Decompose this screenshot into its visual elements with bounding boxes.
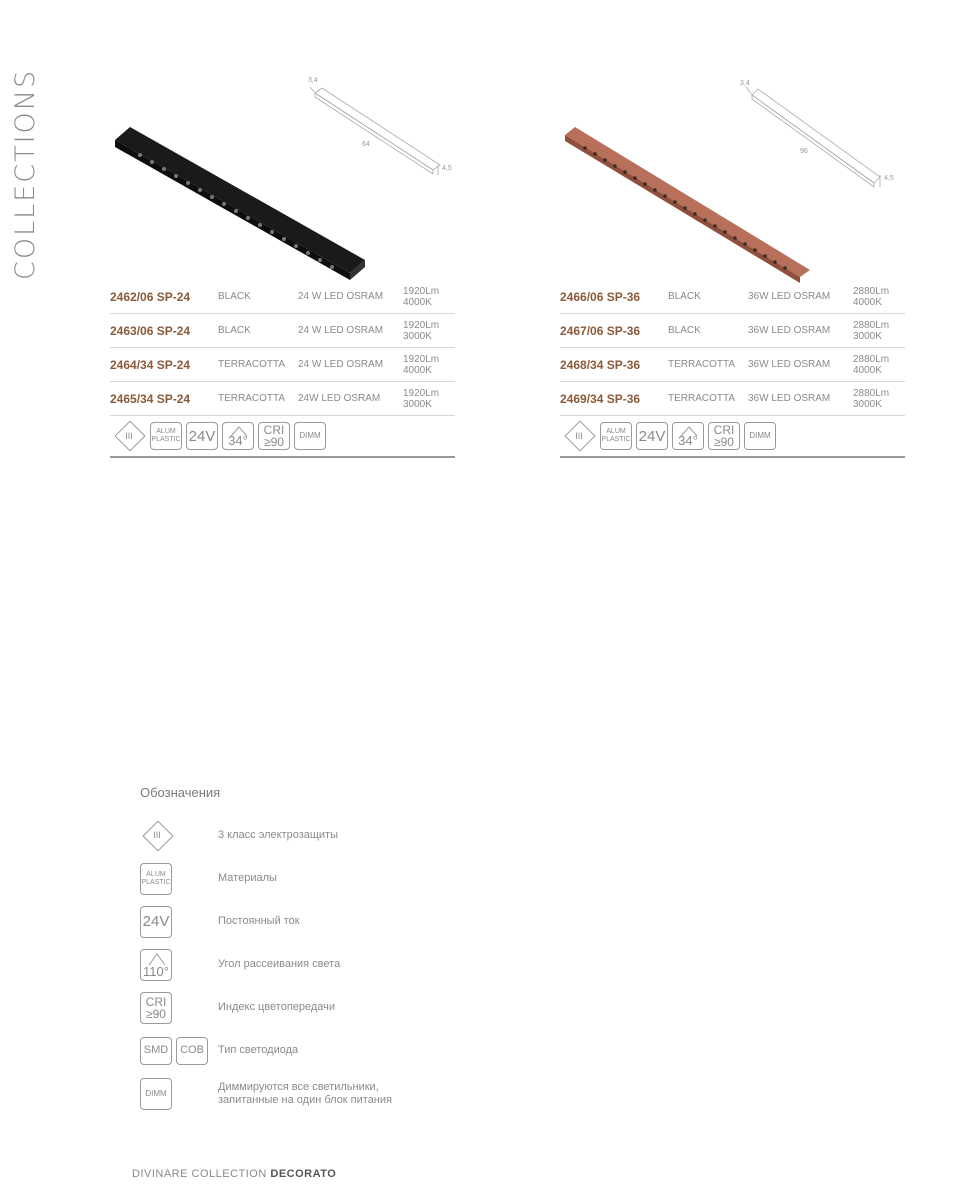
product-color: TERRACOTTA [218,382,298,416]
beam-angle-label: 110° [143,963,169,979]
legend-text [218,1081,392,1107]
product-code: 2468/34 SP-36 [560,348,668,382]
material-icon [140,863,172,895]
track-light-black-image [110,75,455,285]
side-title: COLLECTIONS [10,68,41,280]
kelvin-value: 3000K [403,330,432,342]
legend-item [140,1072,540,1115]
table-row [110,314,455,348]
product-lumen [853,314,905,348]
material-icon [600,422,632,450]
product-lamp: 36W LED OSRAM [748,314,853,348]
protection-class-label: III [153,830,161,840]
legend-text: Материалы [218,872,277,884]
dimm-icon: DIMM [294,422,326,450]
cri-value: ≥90 [264,435,284,449]
product-lumen [403,382,455,416]
legend [140,785,540,1115]
product-code: 2467/06 SP-36 [560,314,668,348]
product-color: TERRACOTTA [218,348,298,382]
legend-item [140,857,540,900]
legend-text: Индекс цветопередачи [218,1001,336,1013]
product-code: 2466/06 SP-36 [560,280,668,314]
product-color: TERRACOTTA [668,348,748,382]
lumen-value: 1920Lm [403,353,440,365]
material-label-1: ALUM [606,428,626,435]
spec-table-left [110,280,455,416]
beam-angle-label: 34° [678,433,698,448]
product-lamp: 24 W LED OSRAM [298,348,403,382]
legend-item [140,900,540,943]
material-label-2: PLASTIC [141,878,171,886]
product-lumen [403,348,455,382]
product-lamp: 24W LED OSRAM [298,382,403,416]
beam-angle-glyph-icon [679,425,699,437]
dimension-length-left: 64 [362,141,370,148]
legend-item [140,943,540,986]
beam-angle-icon [140,949,172,981]
cri-label: CRI [713,423,735,437]
lumen-value: 1920Lm [403,285,440,297]
product-color: BLACK [668,314,748,348]
product-color: TERRACOTTA [668,382,748,416]
product-lumen [853,382,905,416]
beam-angle-glyph-icon [147,952,167,966]
legend-item [140,814,540,857]
legend-text: Постоянный ток [218,915,300,927]
footer-collection: DIVINARE COLLECTION [132,1168,267,1180]
table-row [560,382,905,416]
protection-class-label: III [125,430,133,441]
table-row [560,314,905,348]
spec-icons-right [560,416,905,458]
kelvin-value: 4000K [853,296,882,308]
cri-value: ≥90 [146,1006,166,1021]
product-lumen [853,348,905,382]
product-lamp: 24 W LED OSRAM [298,314,403,348]
kelvin-value: 4000K [853,364,882,376]
dimension-length-right: 96 [800,148,808,155]
material-icon [150,422,182,450]
dimm-icon: DIMM [140,1078,172,1110]
material-label-2: PLASTIC [601,436,631,443]
protection-class-icon [112,422,146,450]
spec-table-right [560,280,905,416]
kelvin-value: 3000K [853,330,882,342]
protection-class-icon [562,422,596,450]
product-color: BLACK [668,280,748,314]
kelvin-value: 3000K [403,398,432,410]
table-row [110,382,455,416]
product-lumen [403,314,455,348]
legend-item [140,1029,540,1072]
track-light-terracotta-image [560,75,905,285]
product-lamp: 24 W LED OSRAM [298,280,403,314]
footer-brand: DECORATO [270,1168,337,1180]
kelvin-value: 4000K [403,296,432,308]
product-lamp: 36W LED OSRAM [748,382,853,416]
cri-value: ≥90 [714,435,734,449]
product-color: BLACK [218,280,298,314]
product-code: 2462/06 SP-24 [110,280,218,314]
kelvin-value: 3000K [853,398,882,410]
beam-angle-glyph-icon [229,425,249,437]
product-block-right [560,75,905,458]
product-code: 2464/34 SP-24 [110,348,218,382]
kelvin-value: 4000K [403,364,432,376]
product-lumen [403,280,455,314]
material-label-1: ALUM [156,428,176,435]
legend-text: 3 класс электрозащиты [218,829,338,841]
beam-angle-icon [672,422,704,450]
cob-icon: COB [176,1037,208,1065]
material-label-2: PLASTIC [151,436,181,443]
footer [132,1168,336,1180]
lumen-value: 2880Lm [853,387,890,399]
spec-icons-left [110,416,455,458]
product-color: BLACK [218,314,298,348]
legend-text: Угол рассеивания света [218,958,341,970]
dimension-height-left: 4,5 [442,165,452,172]
legend-text-line-1: Диммируются все светильники, [218,1080,379,1093]
smd-icon: SMD [140,1037,172,1065]
product-lamp: 36W LED OSRAM [748,348,853,382]
material-label-1: ALUM [146,870,166,878]
beam-angle-label: 34° [228,433,248,448]
cri-icon [708,422,740,450]
voltage-icon: 24V [140,906,172,938]
legend-text-line-2: запитанные на один блок питания [218,1093,392,1106]
dimm-icon: DIMM [744,422,776,450]
beam-angle-icon [222,422,254,450]
legend-title: Обозначения [140,785,221,800]
table-row [110,280,455,314]
product-code: 2465/34 SP-24 [110,382,218,416]
lumen-value: 2880Lm [853,285,890,297]
cri-label: CRI [145,994,167,1009]
legend-item [140,986,540,1029]
voltage-icon: 24V [186,422,218,450]
product-image-right [560,75,905,235]
dimension-height-right: 4,5 [884,175,894,182]
product-code: 2469/34 SP-36 [560,382,668,416]
cri-icon [258,422,290,450]
dimension-top-right: 3,4 [740,80,750,87]
product-lamp: 36W LED OSRAM [748,280,853,314]
lumen-value: 1920Lm [403,387,440,399]
table-row [560,280,905,314]
product-block-left [110,75,455,458]
voltage-icon: 24V [636,422,668,450]
product-lumen [853,280,905,314]
lumen-value: 2880Lm [853,353,890,365]
lumen-value: 1920Lm [403,319,440,331]
lumen-value: 2880Lm [853,319,890,331]
dimension-top-left: 3,4 [308,77,318,84]
table-row [110,348,455,382]
cri-label: CRI [263,423,285,437]
protection-class-label: III [575,430,583,441]
cri-icon [140,992,172,1024]
product-code: 2463/06 SP-24 [110,314,218,348]
legend-text: Тип светодиода [218,1044,299,1056]
protection-class-icon [140,822,174,850]
product-image-left [110,75,455,235]
table-row [560,348,905,382]
